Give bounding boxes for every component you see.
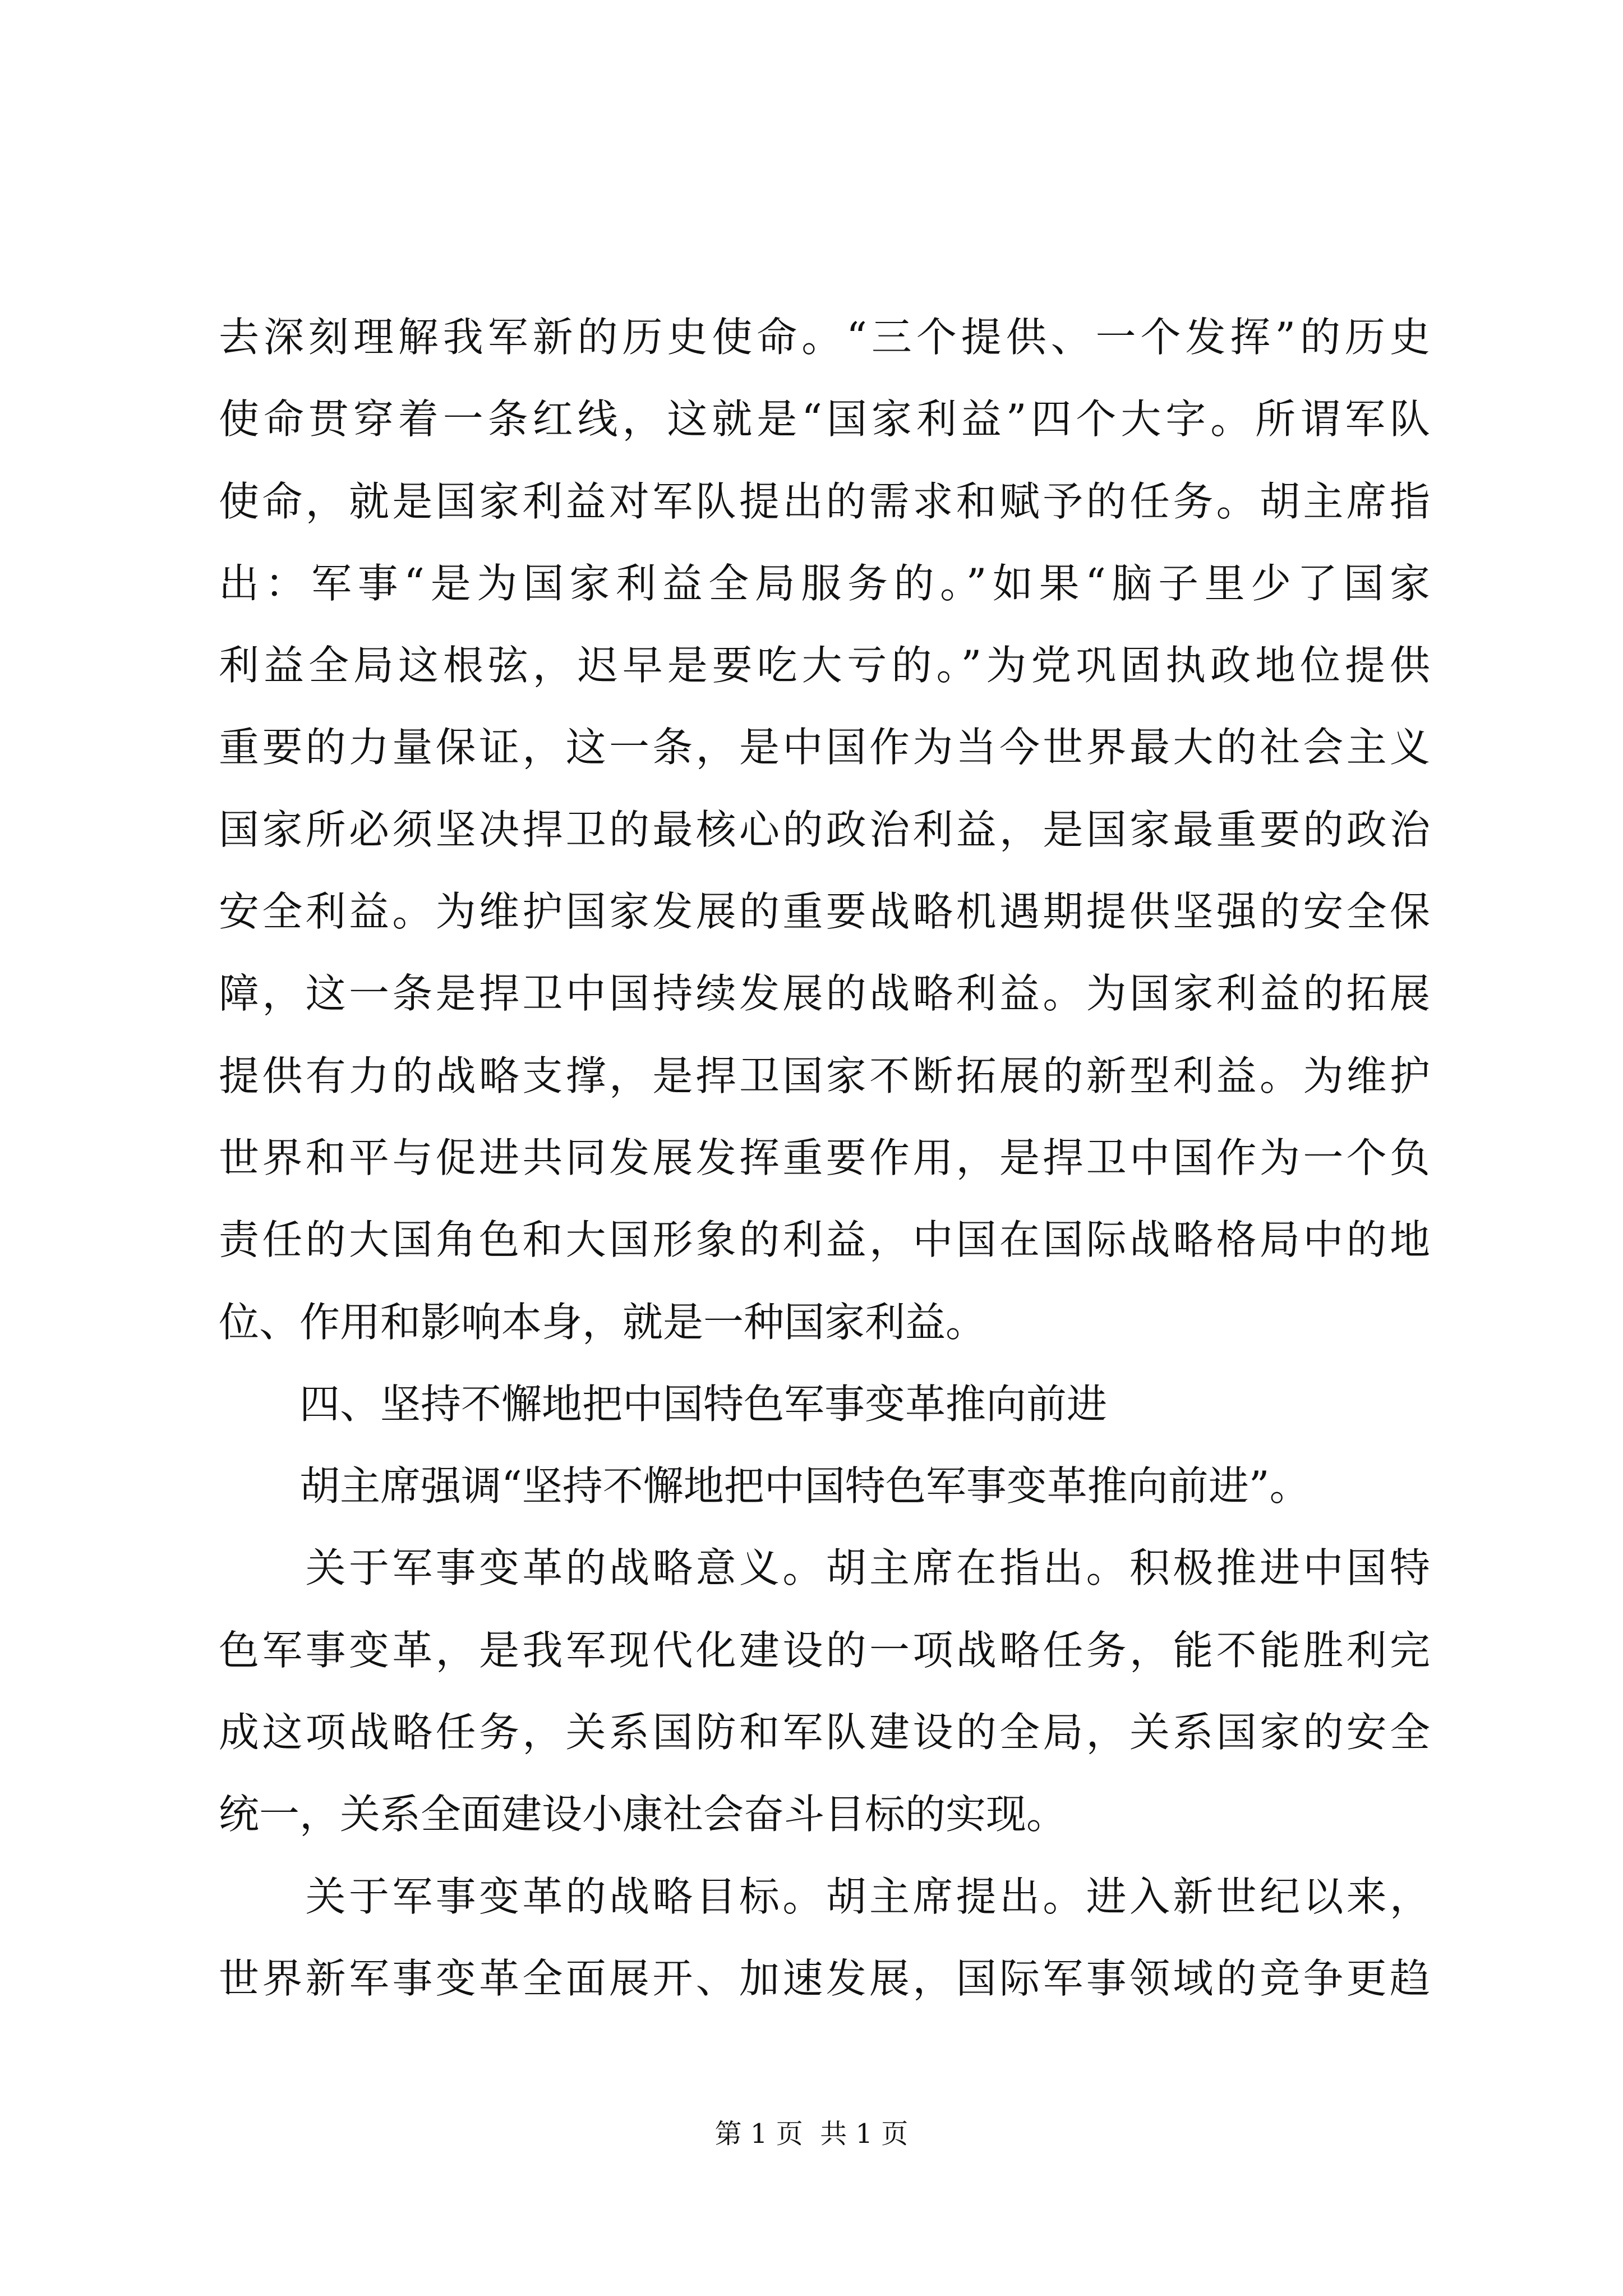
- text-line: 去深刻理解我军新的历史使命。“三个提供、一个发挥”的历史: [219, 314, 1430, 361]
- text-line: 使命贯穿着一条红线，这就是“国家利益”四个大字。所谓军队: [219, 395, 1430, 443]
- text-line: 统一，关系全面建设小康社会奋斗目标的实现。: [219, 1791, 1067, 1838]
- text-line: 关于军事变革的战略意义。胡主席在指出。积极推进中国特: [219, 1544, 1430, 1592]
- text-line: 责任的大国角色和大国形象的利益，中国在国际战略格局中的地: [219, 1216, 1430, 1264]
- text-line: 色军事变革，是我军现代化建设的一项战略任务，能不能胜利完: [219, 1626, 1430, 1674]
- text-line: 提供有力的战略支撑，是捍卫国家不断拓展的新型利益。为维护: [219, 1052, 1430, 1099]
- section-heading: 四、坚持不懈地把中国特色军事变革推向前进: [219, 1380, 1108, 1428]
- text-line: 世界和平与促进共同发展发挥重要作用，是捍卫中国作为一个负: [219, 1134, 1430, 1181]
- text-line: 出：军事“是为国家利益全局服务的。”如果“脑子里少了国家: [219, 559, 1430, 607]
- text-line: 位、作用和影响本身，就是一种国家利益。: [219, 1298, 986, 1346]
- text-line: 关于军事变革的战略目标。胡主席提出。进入新世纪以来，: [219, 1872, 1430, 1920]
- text-line: 国家所必须坚决捍卫的最核心的政治利益，是国家最重要的政治: [219, 806, 1430, 853]
- text-line: 重要的力量保证，这一条，是中国作为当今世界最大的社会主义: [219, 724, 1430, 771]
- text-line: 胡主席强调“坚持不懈地把中国特色军事变革推向前进”。: [219, 1462, 1310, 1510]
- text-line: 障，这一条是捍卫中国持续发展的战略利益。为国家利益的拓展: [219, 970, 1430, 1018]
- body-text: [219, 296, 1430, 2019]
- text-line: 安全利益。为维护国家发展的重要战略机遇期提供坚强的安全保: [219, 888, 1430, 936]
- text-line: 世界新军事变革全面展开、加速发展，国际军事领域的竞争更趋: [219, 1954, 1430, 2002]
- text-line: 使命，就是国家利益对军队提出的需求和赋予的任务。胡主席指: [219, 477, 1430, 525]
- text-line: 利益全局这根弦，迟早是要吃大亏的。”为党巩固执政地位提供: [219, 642, 1430, 689]
- page-footer: 第 1 页 共 1 页: [714, 2118, 909, 2150]
- text-line: 成这项战略任务，关系国防和军队建设的全局，关系国家的安全: [219, 1709, 1430, 1756]
